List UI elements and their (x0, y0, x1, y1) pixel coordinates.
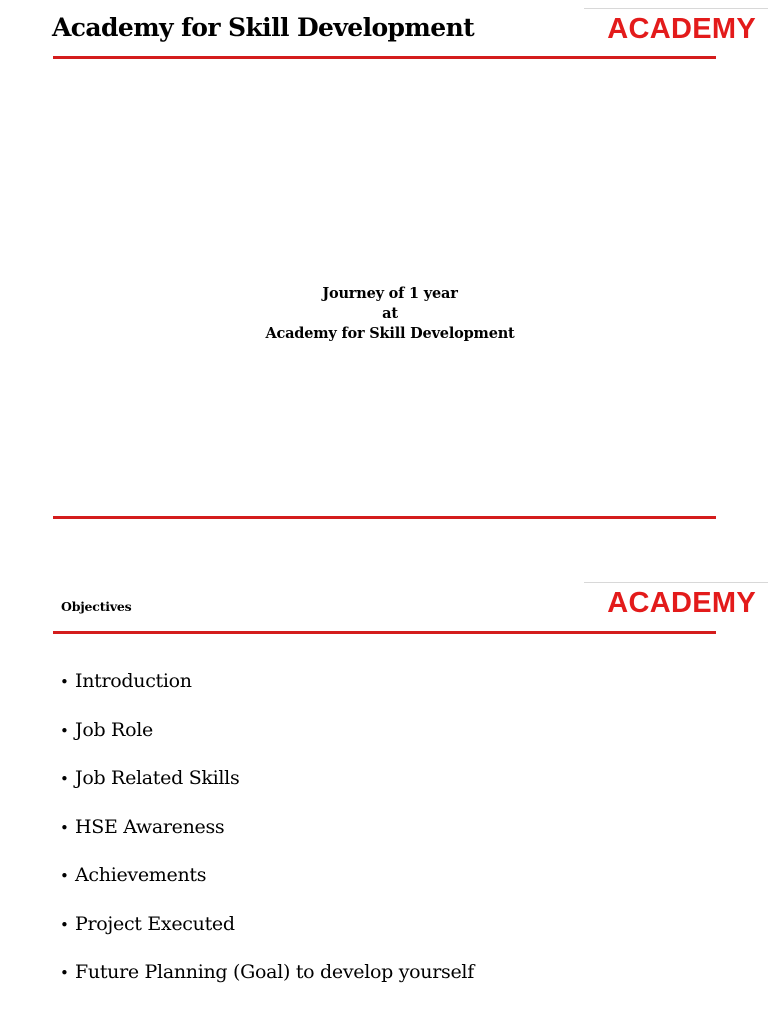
bullet-icon: • (60, 964, 69, 982)
list-item (60, 670, 474, 719)
objectives-list (60, 670, 474, 1010)
objectives-slide (0, 582, 768, 1024)
list-item (60, 961, 474, 1010)
list-item (60, 913, 474, 962)
list-item (60, 767, 474, 816)
academy-logo (584, 8, 768, 48)
list-item-label: HSE Awareness (75, 815, 225, 838)
header-divider (53, 56, 716, 59)
bullet-icon: • (60, 818, 69, 837)
slide-title: Objectives (61, 599, 132, 614)
bullet-icon: • (60, 673, 69, 691)
center-line-2: at (382, 305, 398, 322)
slide-title: Academy for Skill Development (52, 13, 475, 42)
bullet-icon: • (60, 770, 69, 788)
list-item-label: Future Planning (Goal) to develop yourself (75, 961, 474, 983)
list-item-label: Introduction (75, 670, 192, 692)
header-divider (53, 631, 716, 634)
list-item-label: Job Role (75, 718, 153, 741)
list-item-label: Project Executed (75, 912, 235, 935)
list-item-label: Job Related Skills (75, 767, 240, 789)
list-item (60, 816, 474, 865)
academy-logo (584, 582, 768, 622)
footer-divider (53, 516, 716, 519)
list-item (60, 864, 474, 913)
logo-text: ACADEMY (607, 587, 756, 619)
list-item-label: Achievements (75, 864, 207, 886)
bullet-icon: • (60, 721, 69, 740)
bullet-icon: • (60, 915, 69, 934)
bullet-icon: • (60, 867, 69, 885)
logo-text: ACADEMY (607, 13, 756, 45)
center-heading (200, 284, 580, 344)
center-line-1: Journey of 1 year (322, 285, 458, 302)
list-item (60, 719, 474, 768)
center-line-3: Academy for Skill Development (265, 325, 515, 342)
